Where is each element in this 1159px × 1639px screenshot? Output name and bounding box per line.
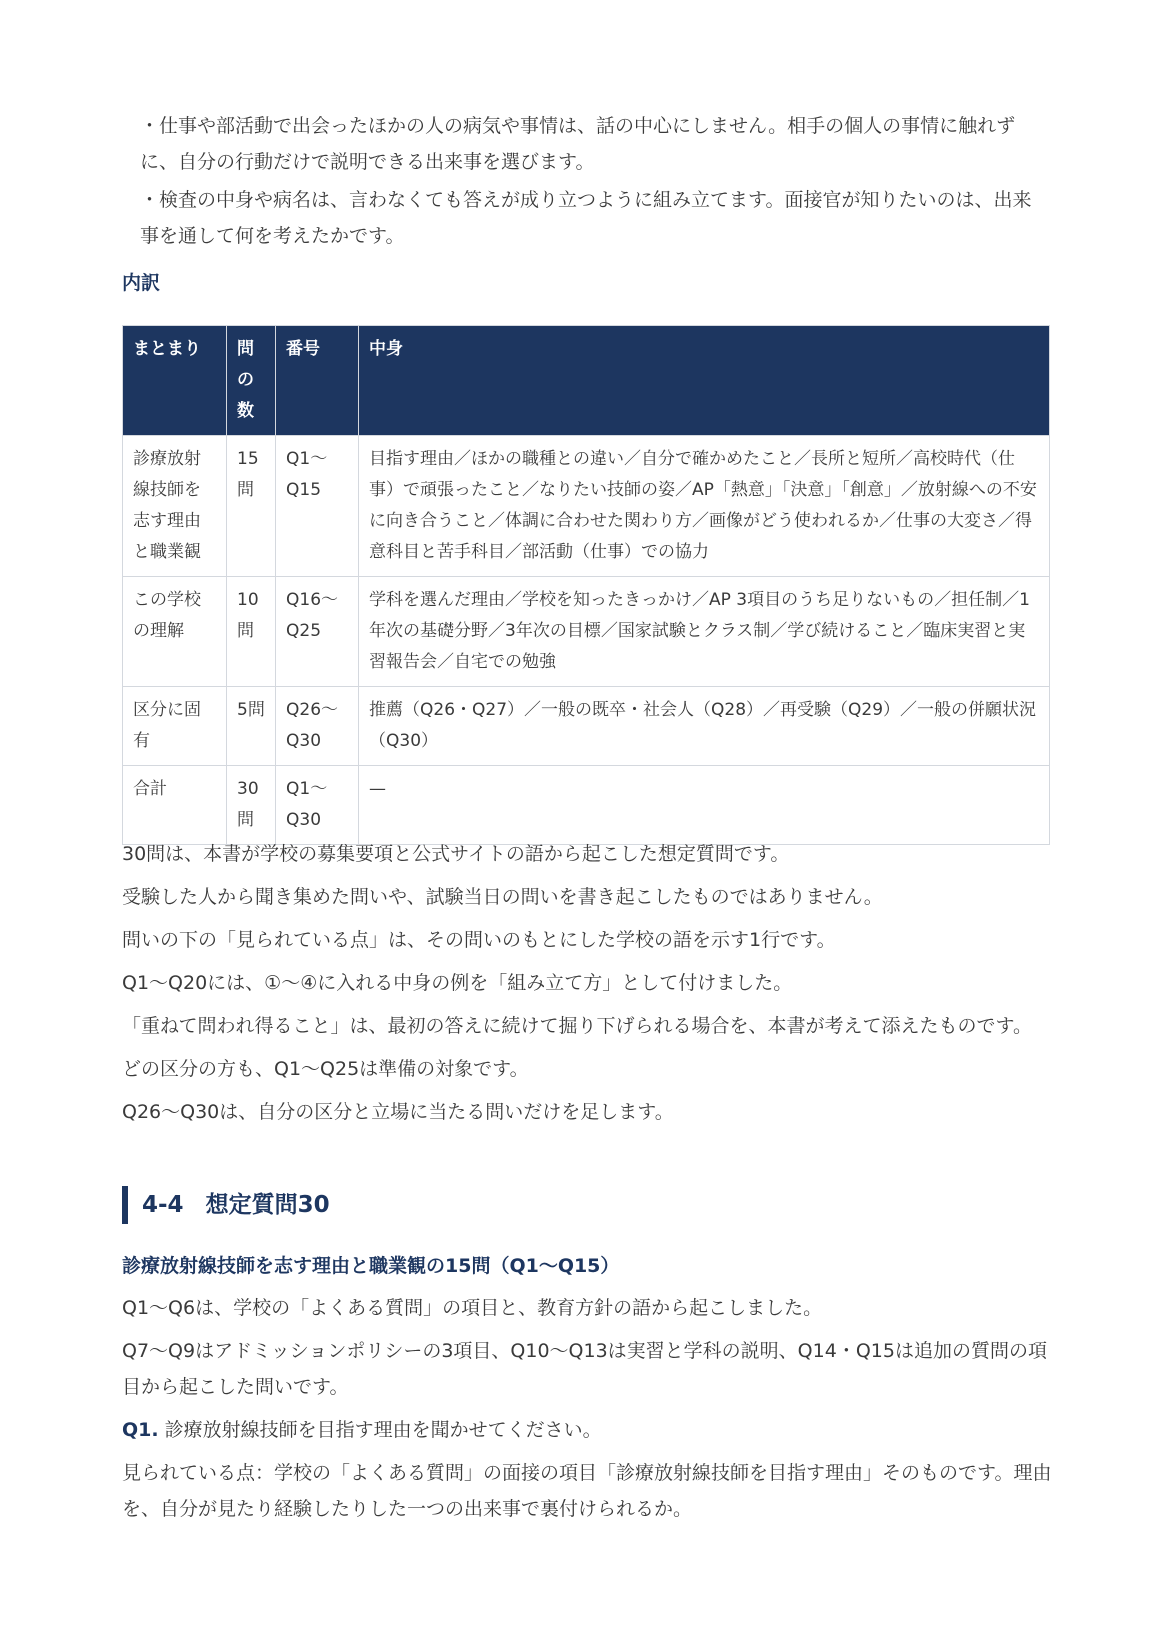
cell-count: 10問 <box>227 577 276 687</box>
cell-group: 合計 <box>123 766 227 845</box>
cell-group: 診療放射線技師を志す理由と職業観 <box>123 436 227 577</box>
cell-range: Q1〜Q30 <box>276 766 359 845</box>
cell-group: 区分に固有 <box>123 687 227 766</box>
note-paragraph: 30問は、本書が学校の募集要項と公式サイトの語から起こした想定質問です。 <box>122 843 790 865</box>
intro-paragraph: Q7〜Q9はアドミッションポリシーの3項目、Q10〜Q13は実習と学科の説明、Q14・Q15は追加の質問の項目から起こした問いです。 <box>122 1340 1047 1398</box>
breakdown-table <box>122 325 1050 845</box>
subsection-heading: 診療放射線技師を志す理由と職業観の15問（Q1〜Q15） <box>122 1255 620 1277</box>
cell-count: 5問 <box>227 687 276 766</box>
breakdown-heading: 内訳 <box>122 272 161 294</box>
cell-group: この学校の理解 <box>123 577 227 687</box>
question-line <box>122 1412 1052 1448</box>
table-row <box>123 766 1050 845</box>
header-count: 問の数 <box>227 326 276 436</box>
question-focus: 見られている点：学校の「よくある質問」の面接の項目「診療放射線技師を目指す理由」そのものです。理由を、自分が見たり経験したりした一つの出来事で裏付けられるか。 <box>122 1462 1052 1520</box>
cell-count: 30問 <box>227 766 276 845</box>
note-paragraph: 「重ねて問われ得ること」は、最初の答えに続けて掘り下げられる場合を、本書が考えて添えたものです。 <box>122 1015 1033 1037</box>
section-number: 4-4 <box>142 1192 184 1218</box>
privacy-notes <box>140 108 1045 256</box>
question-text: 診療放射線技師を目指す理由を聞かせてください。 <box>164 1419 602 1441</box>
question-number: Q1. <box>122 1419 159 1441</box>
note-paragraph: Q1〜Q20には、①〜④に入れる中身の例を「組み立て方」として付けました。 <box>122 972 793 994</box>
note-paragraph: どの区分の方も、Q1〜Q25は準備の対象です。 <box>122 1058 529 1080</box>
header-range: 番号 <box>276 326 359 436</box>
note-paragraph: 受験した人から聞き集めた問いや、試験当日の問いを書き起こしたものではありません。 <box>122 886 883 908</box>
header-content: 中身 <box>359 326 1050 436</box>
table-header-row <box>123 326 1050 436</box>
header-group: まとまり <box>123 326 227 436</box>
note-paragraph: Q26〜Q30は、自分の区分と立場に当たる問いだけを足します。 <box>122 1101 674 1123</box>
cell-range: Q1〜Q15 <box>276 436 359 577</box>
bullet-item: ・検査の中身や病名は、言わなくても答えが成り立つように組み立てます。面接官が知りたいのは、出来事を通して何を考えたかです。 <box>140 189 1032 247</box>
cell-range: Q26〜Q30 <box>276 687 359 766</box>
table-row <box>123 436 1050 577</box>
bullet-item: ・仕事や部活動で出会ったほかの人の病気や事情は、話の中心にしません。相手の個人の事情に触れずに、自分の行動だけで説明できる出来事を選びます。 <box>140 115 1016 173</box>
cell-content: 推薦（Q26・Q27）／一般の既卒・社会人（Q28）／再受験（Q29）／一般の併願状況（Q30） <box>359 687 1050 766</box>
intro-block <box>122 1290 1052 1534</box>
table-row <box>123 687 1050 766</box>
intro-paragraph: Q1〜Q6は、学校の「よくある質問」の項目と、教育方針の語から起こしました。 <box>122 1297 823 1319</box>
table-row <box>123 577 1050 687</box>
cell-count: 15問 <box>227 436 276 577</box>
section-title: 想定質問30 <box>205 1192 330 1218</box>
cell-content: 目指す理由／ほかの職種との違い／自分で確かめたこと／長所と短所／高校時代（仕事）で頑張ったこと／なりたい技師の姿／AP「熱意」「決意」「創意」／放射線への不安に向き合うこと／体調に合わせた関わり方／画像がどう使われるか／仕事の大変さ／得意科目と苦手科目／部活動（仕事）での協力 <box>359 436 1050 577</box>
cell-content: — <box>359 766 1050 845</box>
cell-range: Q16〜Q25 <box>276 577 359 687</box>
note-paragraph: 問いの下の「見られている点」は、その問いのもとにした学校の語を示す1行です。 <box>122 929 836 951</box>
section-heading <box>122 1186 352 1224</box>
notes-block <box>122 836 1052 1137</box>
cell-content: 学科を選んだ理由／学校を知ったきっかけ／AP 3項目のうち足りないもの／担任制／1年次の基礎分野／3年次の目標／国家試験とクラス制／学び続けること／臨床実習と実習報告会／自宅での勉強 <box>359 577 1050 687</box>
